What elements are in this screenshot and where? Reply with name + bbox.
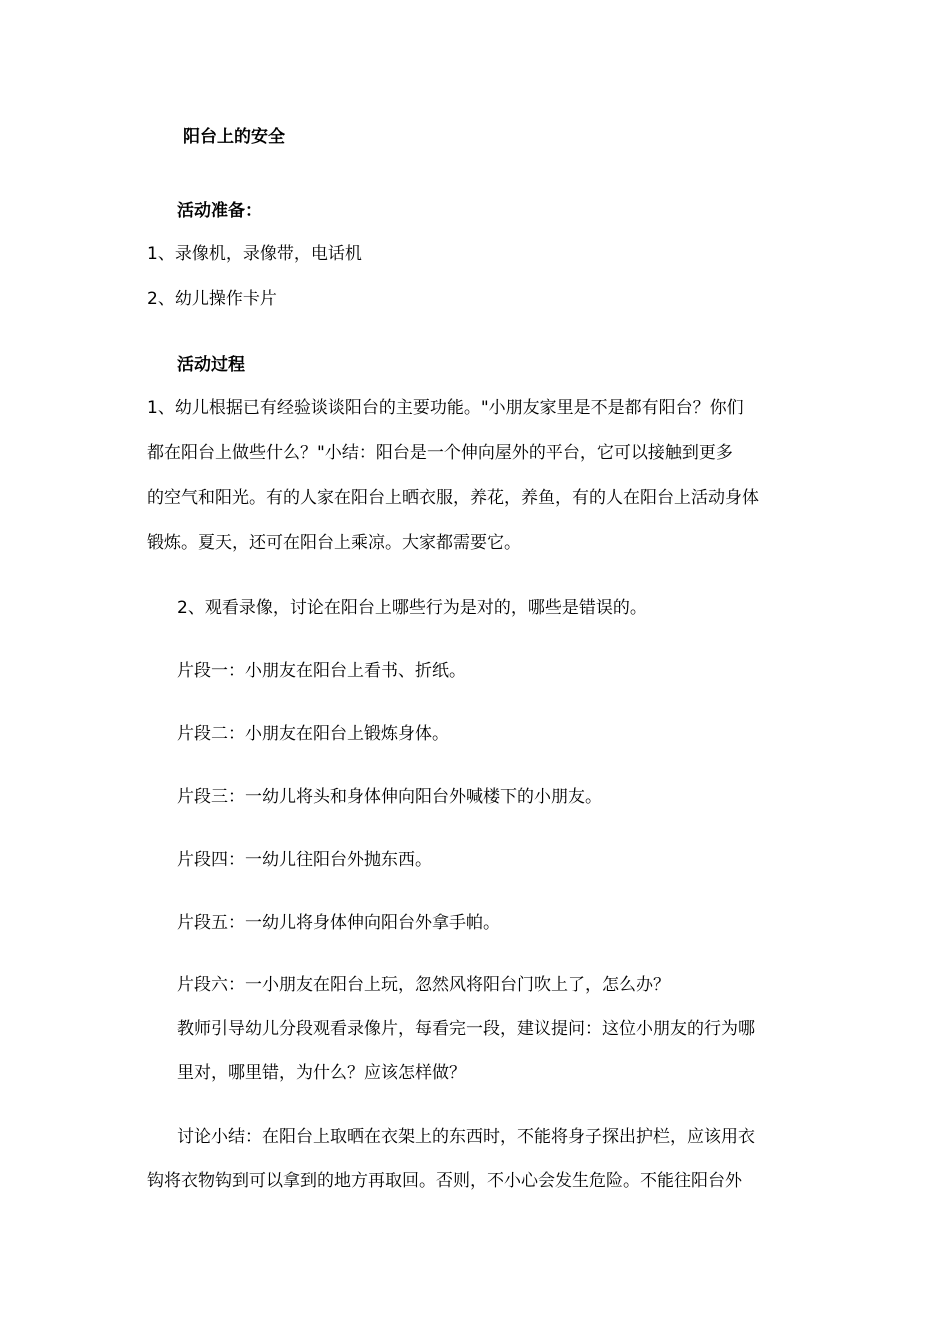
- segment-item: 片段五：一幼儿将身体伸向阳台外拿手帕。: [177, 913, 500, 933]
- segment-item: 片段六：一小朋友在阳台上玩，忽然风将阳台门吹上了，怎么办？: [177, 975, 670, 995]
- process-heading: 活动过程: [177, 355, 245, 375]
- guide-line: 教师引导幼儿分段观看录像片，每看完一段，建议提问：这位小朋友的行为哪: [177, 1019, 755, 1039]
- step2-text: 2、观看录像，讨论在阳台上哪些行为是对的，哪些是错误的。: [177, 598, 647, 618]
- preparation-item: 1、录像机，录像带，电话机: [147, 244, 362, 264]
- step1-line: 的空气和阳光。有的人家在阳台上晒衣服，养花，养鱼，有的人在阳台上活动身体: [147, 488, 759, 508]
- segment-item: 片段二：小朋友在阳台上锻炼身体。: [177, 724, 449, 744]
- segment-item: 片段三：一幼儿将头和身体伸向阳台外喊楼下的小朋友。: [177, 787, 602, 807]
- summary-line: 钩将衣物钩到可以拿到的地方再取回。否则，不小心会发生危险。不能往阳台外: [147, 1171, 742, 1191]
- step1-line: 都在阳台上做些什么？"小结：阳台是一个伸向屋外的平台，它可以接触到更多: [147, 443, 733, 463]
- segment-item: 片段四：一幼儿往阳台外抛东西。: [177, 850, 432, 870]
- step1-line: 1、幼儿根据已有经验谈谈阳台的主要功能。"小朋友家里是不是都有阳台？你们: [147, 398, 744, 418]
- step1-line: 锻炼。夏天，还可在阳台上乘凉。大家都需要它。: [147, 533, 521, 553]
- summary-line: 讨论小结：在阳台上取晒在衣架上的东西时，不能将身子探出护栏，应该用衣: [177, 1127, 755, 1147]
- segment-item: 片段一：小朋友在阳台上看书、折纸。: [177, 661, 466, 681]
- guide-line: 里对，哪里错，为什么？应该怎样做？: [177, 1063, 466, 1083]
- document-title: 阳台上的安全: [183, 127, 285, 147]
- preparation-item: 2、幼儿操作卡片: [147, 289, 277, 309]
- preparation-heading: 活动准备：: [177, 201, 262, 221]
